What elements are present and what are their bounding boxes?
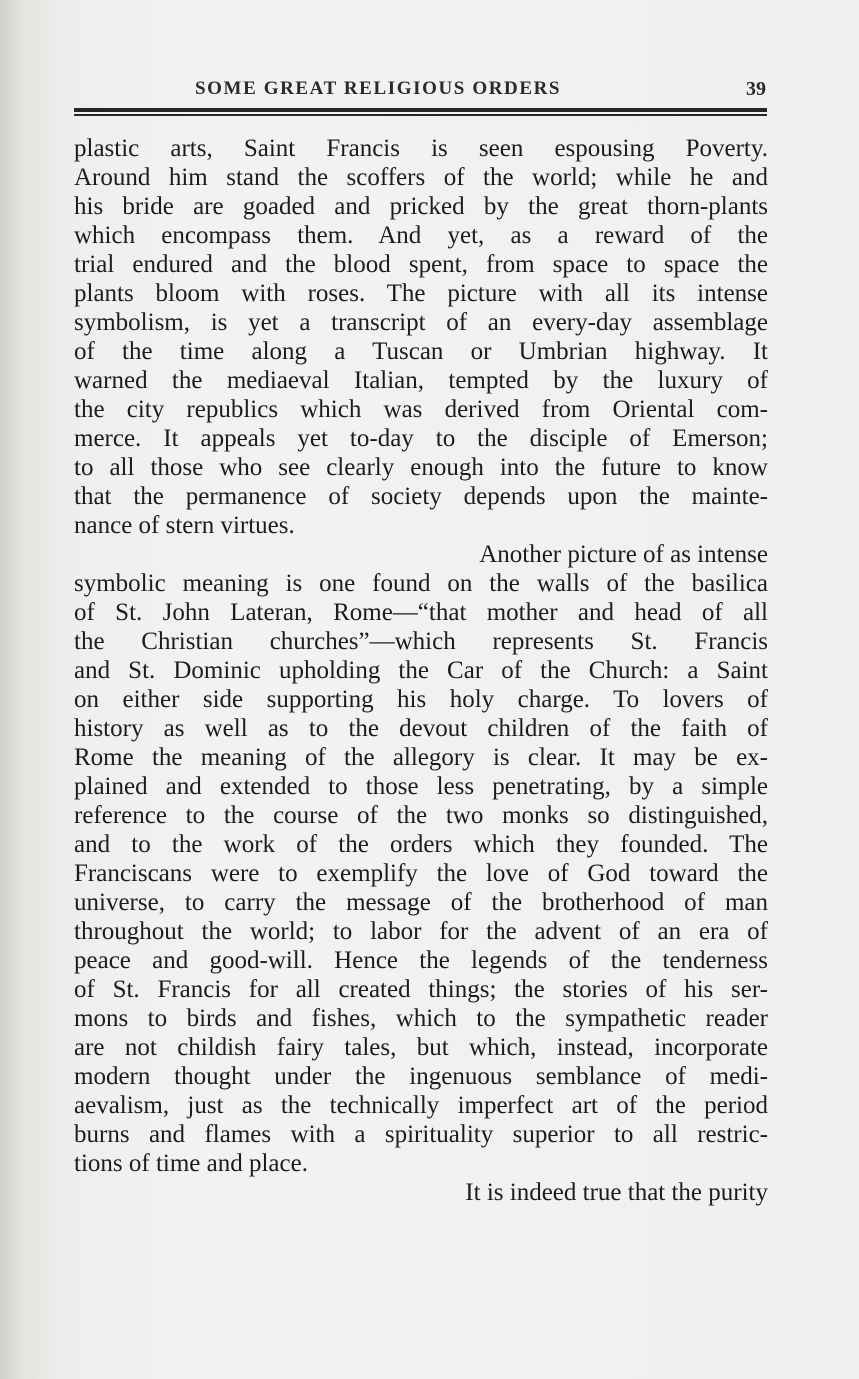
text-line: aevalism, just as the technically imperfect art of the period (74, 1092, 768, 1119)
text-line: symbolism, is yet a transcript of an every-day assemblage (74, 309, 768, 336)
text-line: and to the work of the orders which they founded. The (74, 831, 768, 858)
text-line: to all those who see clearly enough into the future to know (74, 454, 768, 481)
text-line: plained and extended to those less penetrating, by a simple (74, 773, 768, 800)
text-line: warned the mediaeval Italian, tempted by the luxury of (74, 367, 768, 394)
text-line: of the time along a Tuscan or Umbrian highway. It (74, 338, 768, 365)
text-line: the Christian churches”—which represents St. Francis (74, 628, 768, 655)
running-title: SOME GREAT RELIGIOUS ORDERS (195, 78, 562, 99)
text-line: are not childish fairy tales, but which, instead, incorporate (74, 1034, 768, 1061)
text-line: tions of time and place. (74, 1150, 308, 1177)
text-line: of St. John Lateran, Rome—“that mother and head of all (74, 599, 768, 626)
text-line: peace and good-will. Hence the legends of the tenderness (74, 947, 768, 974)
text-line: of St. Francis for all created things; the stories of his ser- (74, 976, 768, 1003)
text-line: and St. Dominic upholding the Car of the Church: a Saint (74, 657, 768, 684)
text-line: merce. It appeals yet to-day to the disciple of Emerson; (74, 425, 768, 452)
header-rule-thick (74, 108, 767, 112)
text-line: nance of stern virtues. (74, 512, 295, 539)
text-line: throughout the world; to labor for the advent of an era of (74, 918, 768, 945)
text-line: mons to birds and fishes, which to the sympathetic reader (74, 1005, 768, 1032)
text-line: modern thought under the ingenuous semblance of medi- (74, 1063, 768, 1090)
text-line: Franciscans were to exemplify the love of God toward the (74, 860, 768, 887)
page-number: 39 (746, 78, 766, 100)
text-line: Around him stand the scoffers of the world; while he and (74, 164, 768, 191)
paragraph-start-line: Another picture of as intense (479, 541, 768, 568)
text-line: history as well as to the devout children of the faith of (74, 715, 768, 742)
text-line: plants bloom with roses. The picture with all its intense (74, 280, 768, 307)
text-line: the city republics which was derived from Oriental com- (74, 396, 768, 423)
text-line: burns and flames with a spirituality superior to all restric- (74, 1121, 768, 1148)
header-rule-thin (74, 114, 767, 116)
text-line: Rome the meaning of the allegory is clear. It may be ex- (74, 744, 768, 771)
text-line: which encompass them. And yet, as a reward of the (74, 222, 768, 249)
text-line: symbolic meaning is one found on the walls of the basilica (74, 570, 768, 597)
text-line: plastic arts, Saint Francis is seen espousing Poverty. (74, 135, 768, 162)
text-line: universe, to carry the message of the brotherhood of man (74, 889, 768, 916)
text-line: that the permanence of society depends upon the mainte- (74, 483, 768, 510)
body-text (74, 134, 768, 1207)
text-line: on either side supporting his holy charge. To lovers of (74, 686, 768, 713)
text-line: trial endured and the blood spent, from space to space the (74, 251, 768, 278)
running-head (74, 74, 768, 104)
paragraph-start-line: It is indeed true that the purity (465, 1179, 768, 1206)
text-line: his bride are goaded and pricked by the great thorn-plants (74, 193, 768, 220)
text-line: reference to the course of the two monks so distinguished, (74, 802, 768, 829)
